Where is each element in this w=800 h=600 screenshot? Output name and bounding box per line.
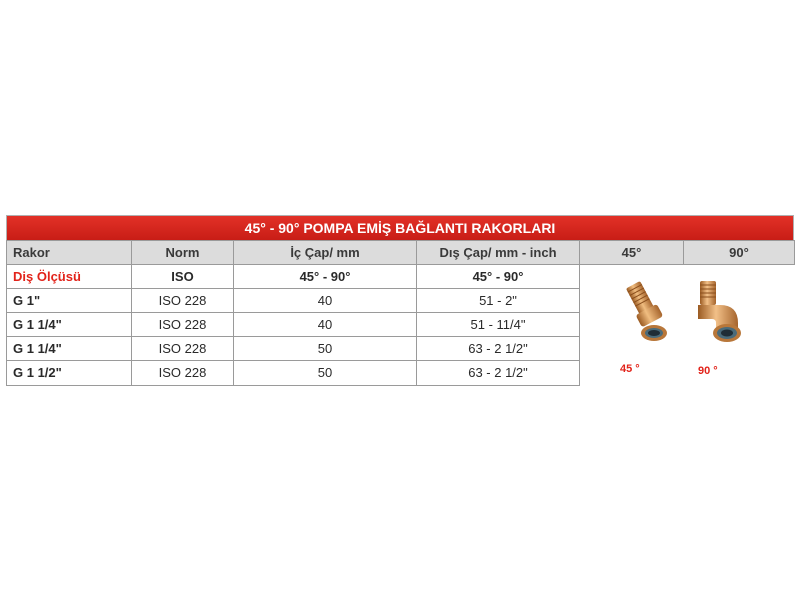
header-row [7,241,795,265]
fitting-90-image [694,277,754,349]
cell-ic-cap: 50 [234,361,417,385]
caption-45: 45 ° [620,363,640,375]
cell-norm: ISO 228 [132,361,234,385]
cell-ic-cap: 50 [234,337,417,361]
col-header-norm: Norm [132,241,234,265]
caption-90: 90 ° [698,365,718,377]
cell-dis-cap: 51 - 2" [417,289,580,313]
cell-dis-cap: 63 - 2 1/2" [417,337,580,361]
cell-ic-cap: 40 [234,289,417,313]
col-header-ic-cap: İç Çap/ mm [234,241,417,265]
product-photos [586,265,789,385]
fittings-spec-sheet [6,215,794,386]
col-header-90: 90° [684,241,795,265]
table-title: 45° - 90° POMPA EMİŞ BAĞLANTI RAKORLARI [6,215,794,240]
col-header-45: 45° [580,241,684,265]
cell-norm: ISO 228 [132,289,234,313]
subheader-iso: ISO [132,265,234,289]
cell-rakor: G 1 1/2" [7,361,132,385]
subheader-dis-angles: 45° - 90° [417,265,580,289]
cell-rakor: G 1 1/4" [7,313,132,337]
cell-norm: ISO 228 [132,337,234,361]
subheader-ic-angles: 45° - 90° [234,265,417,289]
spec-table [6,240,795,386]
cell-rakor: G 1 1/4" [7,337,132,361]
cell-ic-cap: 40 [234,313,417,337]
cell-rakor: G 1" [7,289,132,313]
subheader-row [7,265,795,289]
col-header-rakor: Rakor [7,241,132,265]
cell-dis-cap: 51 - 11/4" [417,313,580,337]
cell-dis-cap: 63 - 2 1/2" [417,361,580,385]
subheader-dis-olcusu: Diş Ölçüsü [7,265,132,289]
fitting-45-image [618,279,676,347]
cell-norm: ISO 228 [132,313,234,337]
col-header-dis-cap: Dış Çap/ mm - inch [417,241,580,265]
product-photos-cell [580,265,795,386]
